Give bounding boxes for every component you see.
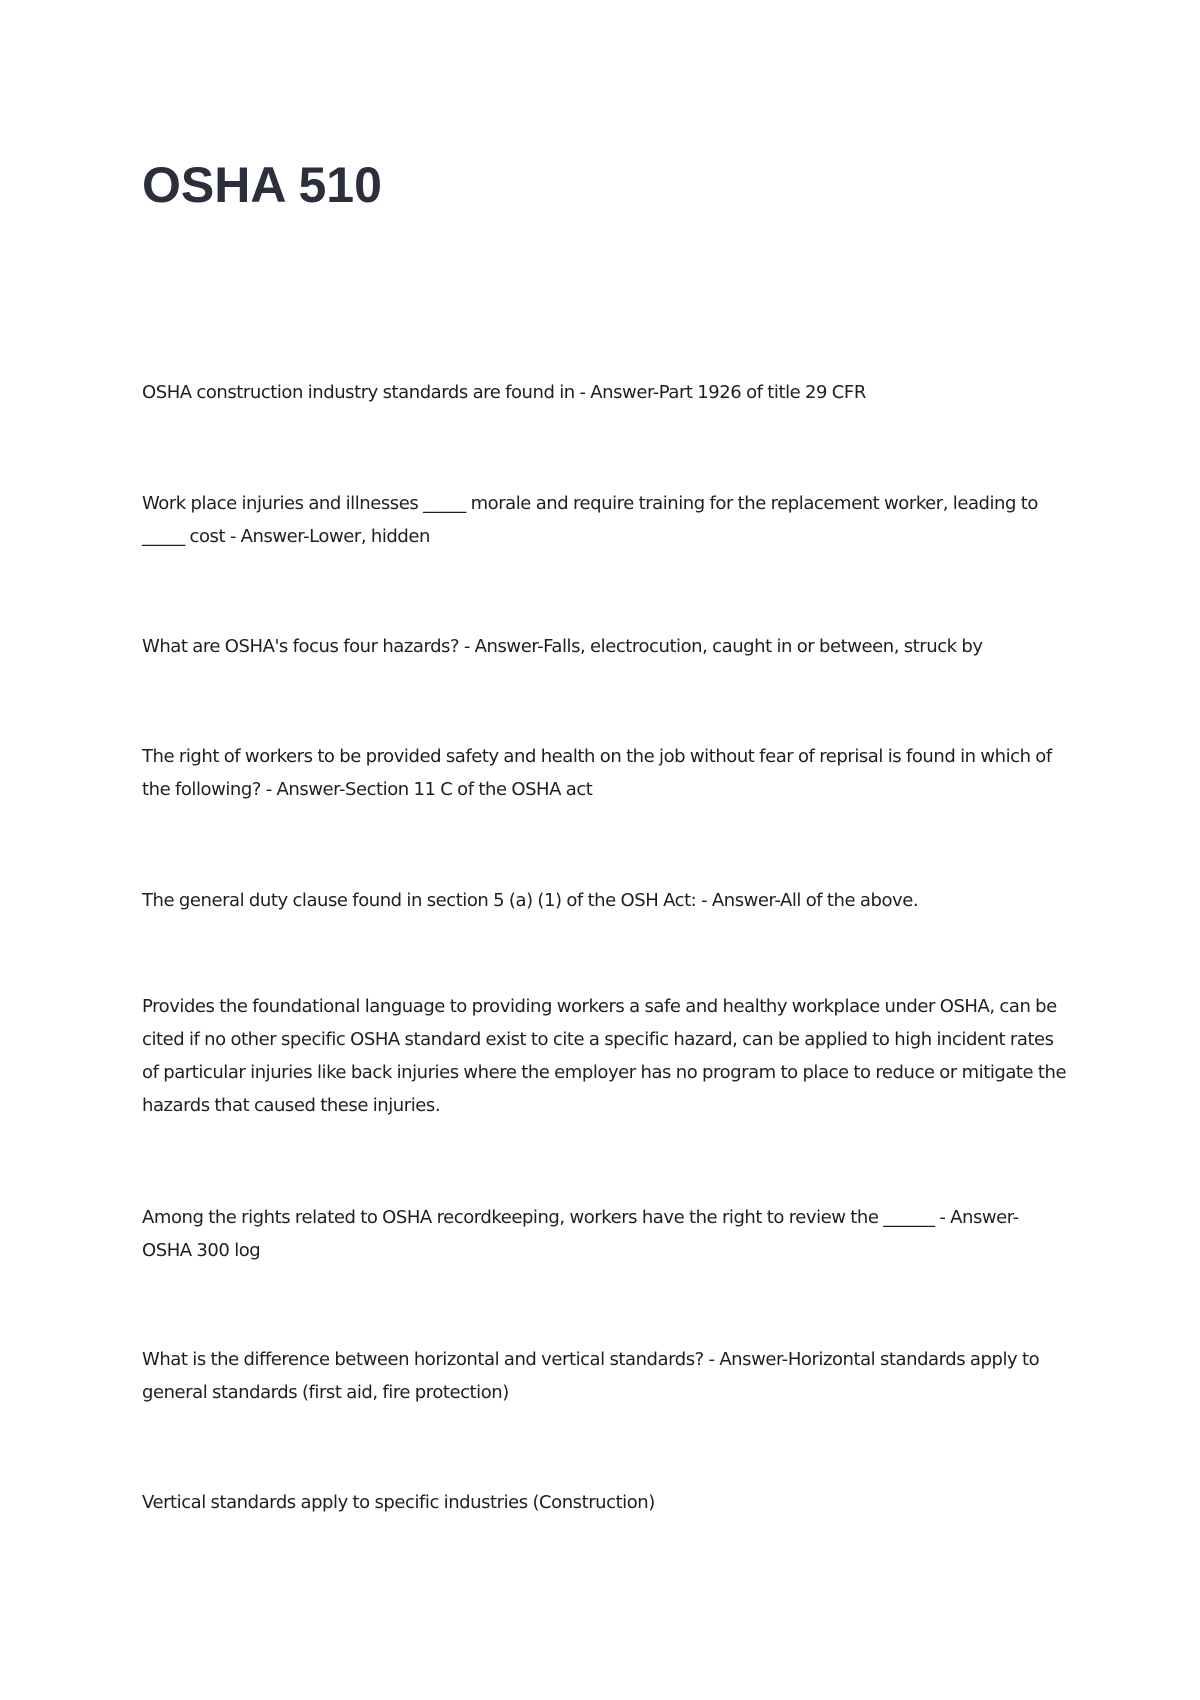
paragraph-vertical-standards: Vertical standards apply to specific industries (Construction) <box>142 1492 655 1513</box>
qa-paragraph-general-duty-clause: The general duty clause found in section 5 (a) (1) of the OSH Act: - Answer-All of the above. <box>142 890 919 911</box>
document-title: OSHA 510 <box>142 157 382 213</box>
qa-paragraph-recordkeeping-rights: Among the rights related to OSHA recordkeeping, workers have the right to review the ______ - Answer-OSHA 300 log <box>142 1207 1019 1261</box>
qa-paragraph-focus-four-hazards: What are OSHA's focus four hazards? - Answer-Falls, electrocution, caught in or between, struck by <box>142 636 983 657</box>
qa-paragraph-injuries-illnesses: Work place injuries and illnesses _____ morale and require training for the replacement worker, leading to _____ cost - Answer-Lower, hidden <box>142 493 1038 547</box>
qa-paragraph-horizontal-vertical-standards: What is the difference between horizontal and vertical standards? - Answer-Horizontal standards apply to general standards (first aid, fire protection) <box>142 1349 1040 1403</box>
paragraph-general-duty-explanation: Provides the foundational language to providing workers a safe and healthy workplace under OSHA, can be cited if no other specific OSHA standard exist to cite a specific hazard, can be applied to high incident rates of particular injuries like back injuries where the employer has no program to place to reduce or mitigate the hazards that caused these injuries. <box>142 996 1067 1116</box>
qa-paragraph-right-of-workers: The right of workers to be provided safety and health on the job without fear of reprisal is found in which of the following? - Answer-Section 11 C of the OSHA act <box>142 746 1052 800</box>
qa-paragraph-construction-standards: OSHA construction industry standards are found in - Answer-Part 1926 of title 29 CFR <box>142 382 866 403</box>
